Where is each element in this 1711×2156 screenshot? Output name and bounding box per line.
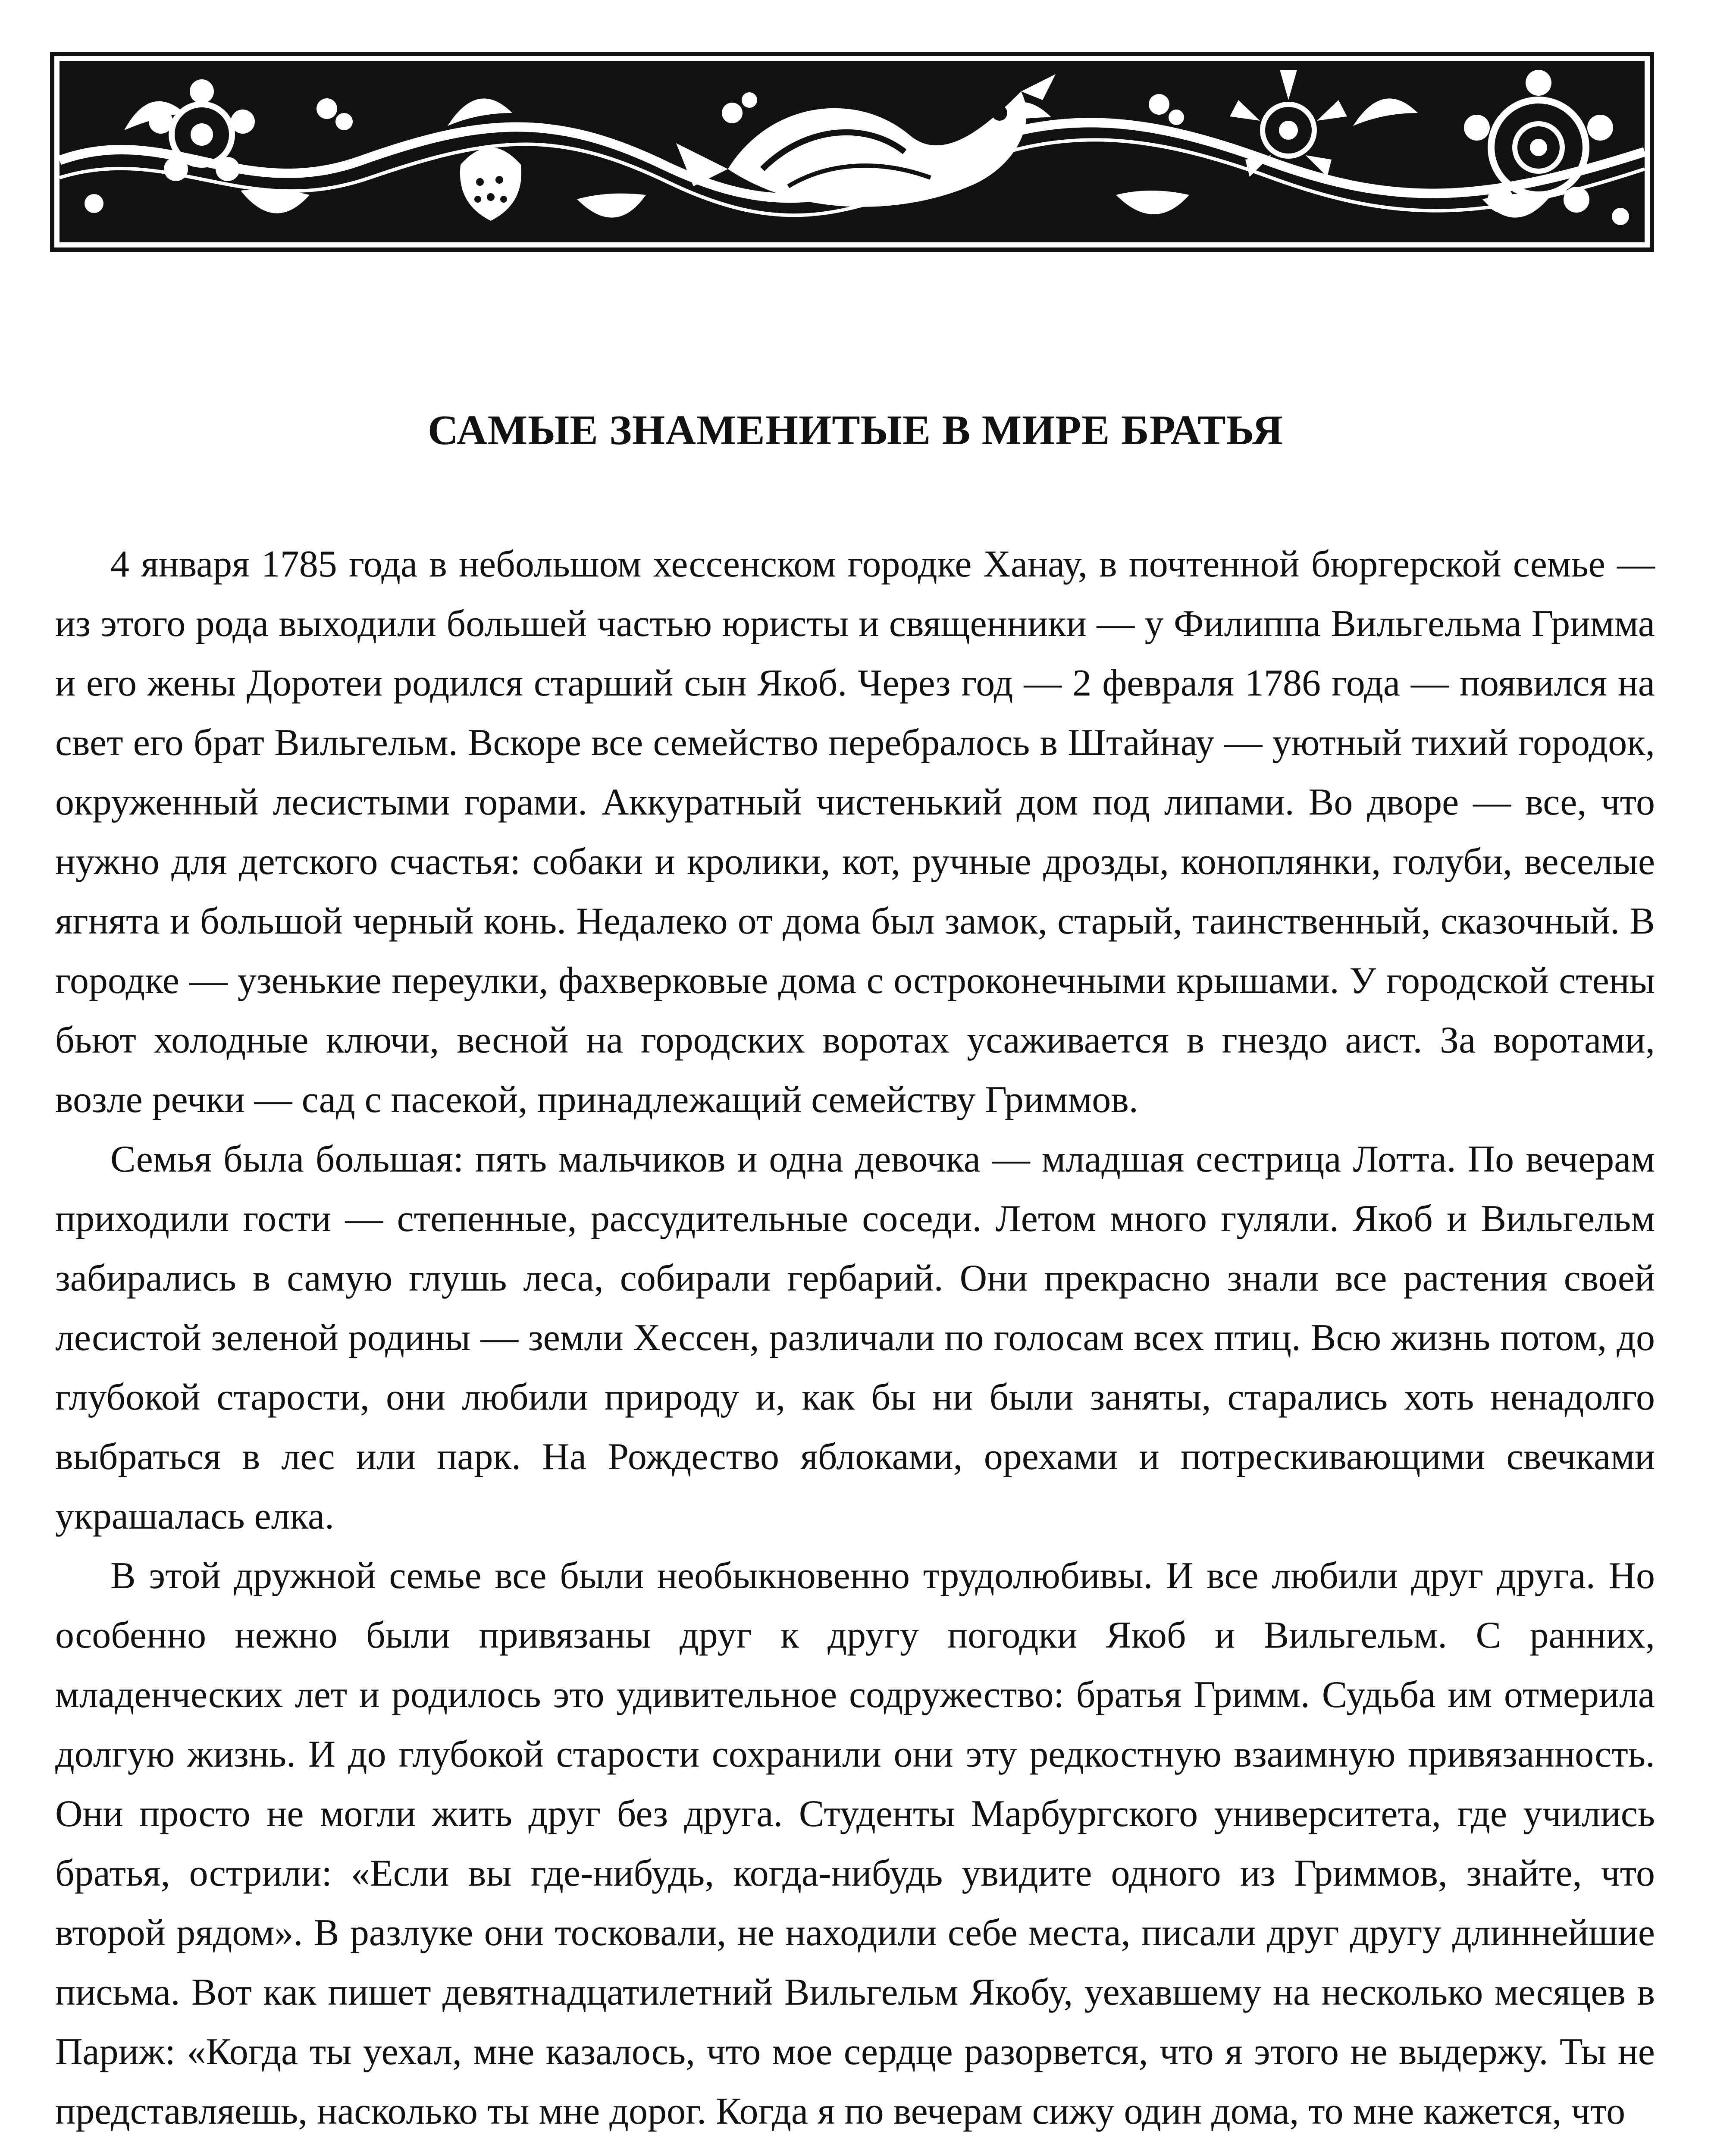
header-ornament <box>50 52 1654 252</box>
paragraph: Семья была большая: пять мальчиков и одна девочка — младшая сестрица Лотта. По вечерам приходили гости — степенные, рассудительные соседи. Летом много гуляли. Якоб и Вильгельм забирались в самую глушь леса, собирали гербарий. Они прекрасно знали все растения своей лесистой зеленой родины — земли Хессен, различали по голосам всех птиц. Всю жизнь потом, до глубокой старости, они любили природу и, как бы ни были заняты, старались хоть ненадолго выбраться в лес или парк. На Рождество яблоками, орехами и потрескивающими свечками украшалась елка. <box>55 1138 1655 1537</box>
body-text <box>55 535 1655 2141</box>
paragraph: 4 января 1785 года в небольшом хессенском городке Ханау, в почтенной бюргерской семье — из этого рода выходили большей частью юристы и священники — у Филиппа Вильгельма Гримма и его жены Доротеи родился старший сын Якоб. Через год — 2 февраля 1786 года — появился на свет его брат Вильгельм. Вскоре все семейство перебралось в Штайнау — уютный тихий городок, окруженный лесистыми горами. Аккуратный чистенький дом под липами. Во дворе — все, что нужно для детского счастья: собаки и кролики, кот, ручные дрозды, коноплянки, голуби, веселые ягнята и большой черный конь. Недалеко от дома был замок, старый, таинственный, сказочный. В городке — узенькие переулки, фахверковые дома с остроконечными крышами. У городской стены бьют холодные ключи, весной на городских воротах усаживается в гнездо аист. За воротами, возле речки — сад с пасекой, принадлежащий семейству Гриммов. <box>55 543 1655 1121</box>
paragraph: В этой дружной семье все были необыкновенно трудолюбивы. И все любили друг друга. Но особенно нежно были привязаны друг к другу погодки Якоб и Вильгельм. С ранних, младенческих лет и родилось это удивительное содружество: братья Гримм. Судьба им отмерила долгую жизнь. И до глубокой старости сохранили они эту редкостную взаимную привязанность. Они просто не могли жить друг без друга. Студенты Марбургского университета, где учились братья, острили: «Если вы где-нибудь, когда-нибудь увидите одного из Гриммов, знайте, что второй рядом». В разлуке они тосковали, не находили себе места, писали друг другу длиннейшие письма. Вот как пишет девятнадцатилетний Вильгельм Якобу, уехавшему на несколько месяцев в Париж: «Когда ты уехал, мне казалось, что мое сердце разорвется, что я этого не выдержу. Ты не представляешь, насколько ты мне дорог. Когда я по вечерам сижу один дома, то мне кажется, что <box>55 1555 1655 2132</box>
floral-dragon-ornament-icon <box>60 61 1645 242</box>
page-title: САМЫЕ ЗНАМЕНИТЫЕ В МИРЕ БРАТЬЯ <box>427 407 1284 454</box>
